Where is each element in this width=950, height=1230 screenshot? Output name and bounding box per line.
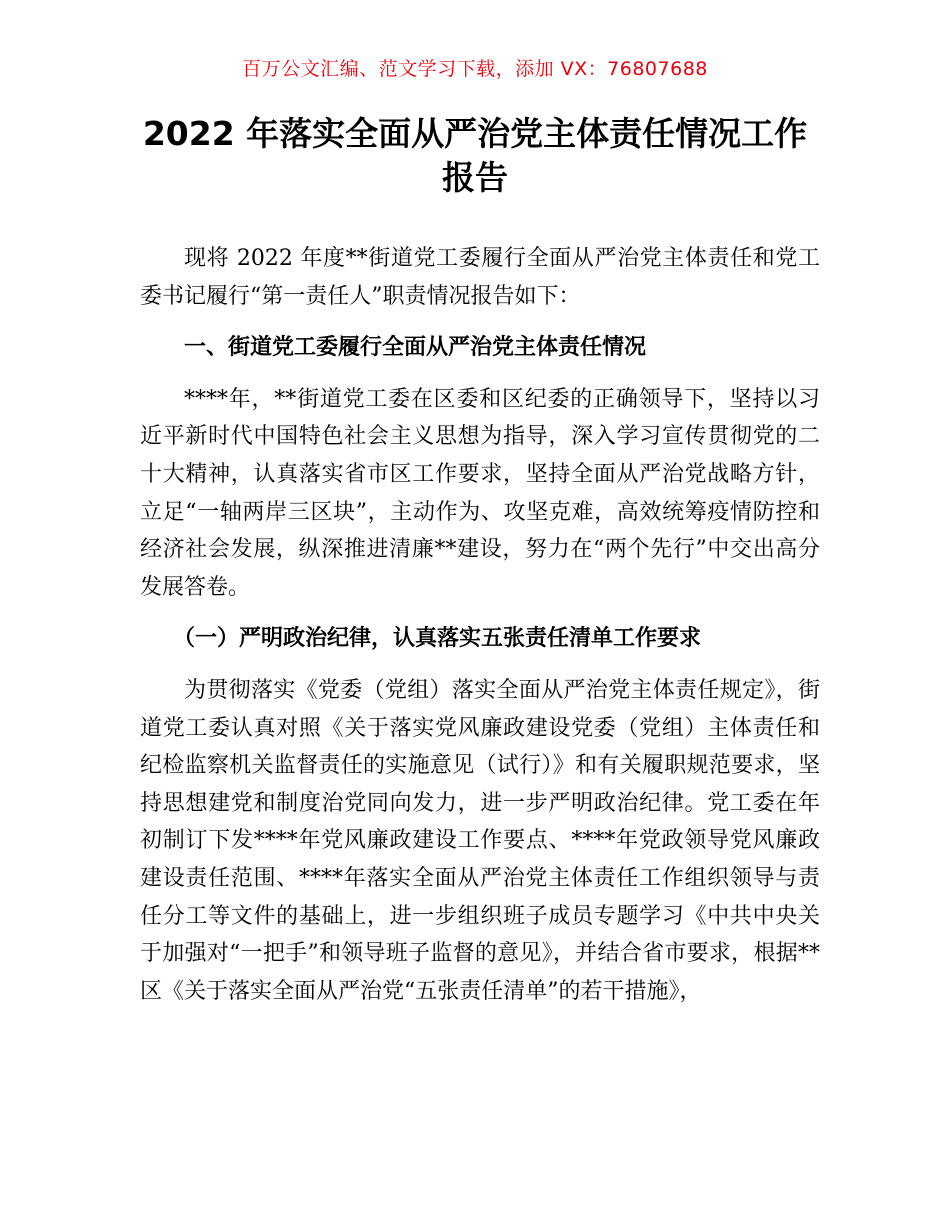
document-body bbox=[140, 240, 820, 1010]
intro-paragraph: 现将 2022 年度**街道党工委履行全面从严治党主体责任和党工委书记履行“第一责任人”职责情况报告如下： bbox=[140, 246, 820, 309]
section-paragraph-1: ****年，**街道党工委在区委和区纪委的正确领导下，坚持以习近平新时代中国特色社会主义思想为指导，深入学习宣传贯彻党的二十大精神，认真落实省市区工作要求，坚持全面从严治党战略方针，立足“一轴两岸三区块”，主动作为、攻坚克难，高效统筹疫情防控和经济社会发展，纵深推进清廉**建设，努力在“两个先行”中交出高分发展答卷。 bbox=[140, 386, 820, 600]
document-title: 2022 年落实全面从严治党主体责任情况工作报告 bbox=[142, 114, 808, 197]
section-heading-1: 一、街道党工委履行全面从严治党主体责任情况 bbox=[184, 335, 647, 361]
subsection-heading-1: （一）严明政治纪律，认真落实五张责任清单工作要求 bbox=[173, 626, 702, 652]
promo-banner: 百万公文汇编、范文学习下载，添加 VX：76807688 bbox=[242, 58, 708, 80]
subsection-paragraph-1: 为贯彻落实《党委（党组）落实全面从严治党主体责任规定》，街道党工委认真对照《关于落实党风廉政建设党委（党组）主体责任和纪检监察机关监督责任的实施意见（试行）》和有关履职规范要求，坚持思想建党和制度治党同向发力，进一步严明政治纪律。党工委在年初制订下发****年党风廉政建设工作要点、****年党政领导党风廉政建设责任范围、****年落实全面从严治党主体责任工作组织领导与责任分工等文件的基础上，进一步组织班子成员专题学习《中共中央关于加强对“一把手”和领导班子监督的意见》，并结合省市要求，根据**区《关于落实全面从严治党“五张责任清单”的若干措施》， bbox=[140, 677, 820, 1004]
